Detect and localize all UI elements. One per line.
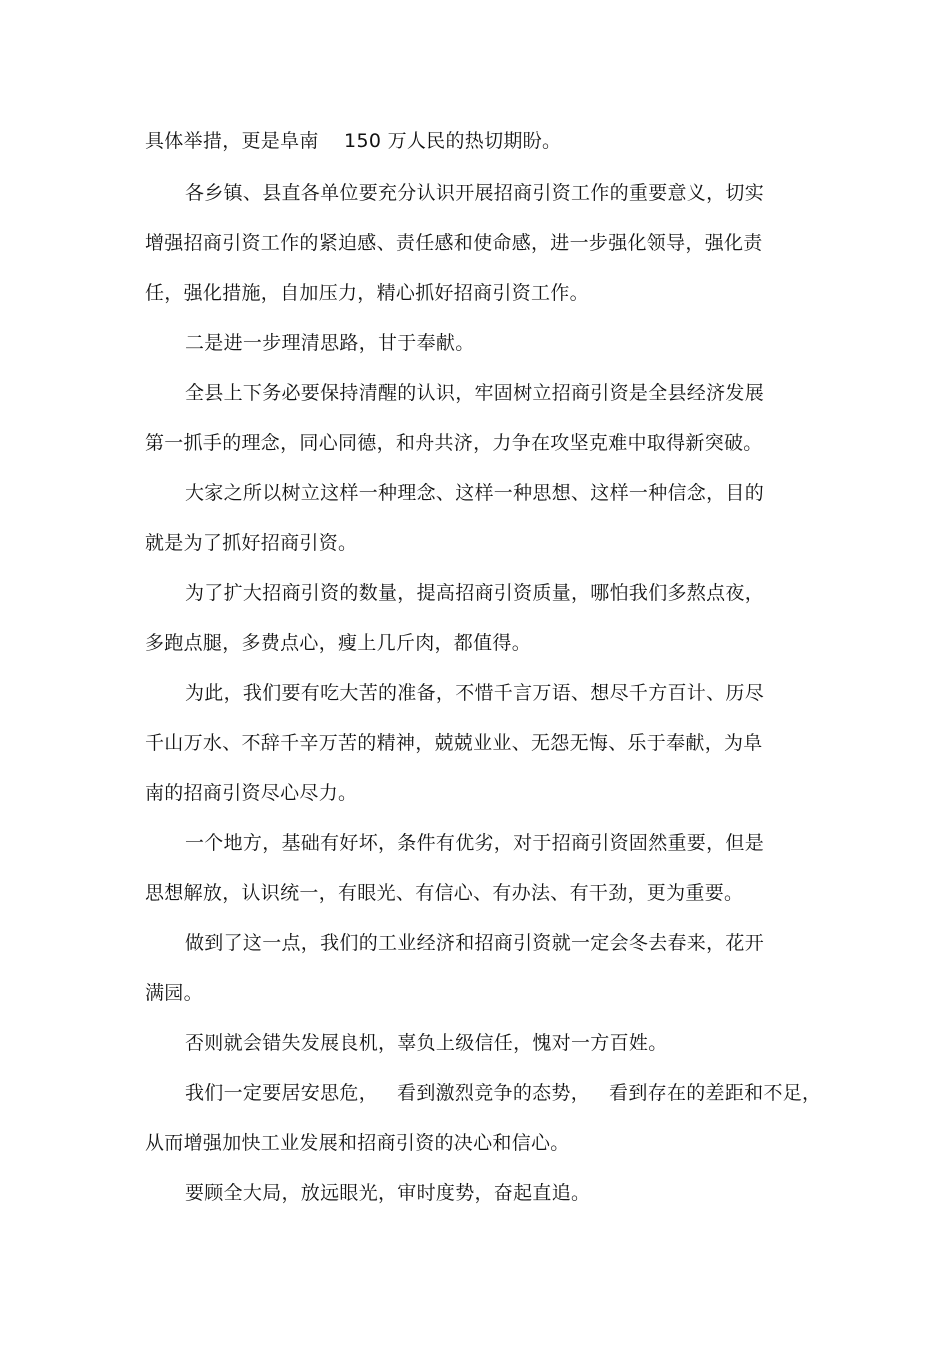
paragraph-line: 做到了这一点，我们的工业经济和招商引资就一定会冬去春来，花开 <box>185 932 765 954</box>
text-line: 南的招商引资尽心尽力。 <box>145 782 358 804</box>
text-line: 具体举措，更是阜南 150 万人民的热切期盼。 <box>145 130 562 152</box>
text-line: 满园。 <box>145 982 203 1004</box>
text-line: 从而增强加快工业发展和招商引资的决心和信心。 <box>145 1132 570 1154</box>
text-line: 思想解放，认识统一，有眼光、有信心、有办法、有干劲，更为重要。 <box>145 882 744 904</box>
paragraph-line: 全县上下务必要保持清醒的认识，牢固树立招商引资是全县经济发展 <box>185 382 765 404</box>
text-line: 多跑点腿，多费点心，瘦上几斤肉，都值得。 <box>145 632 532 654</box>
text-line: 第一抓手的理念，同心同德，和舟共济，力争在攻坚克难中取得新突破。 <box>145 432 763 454</box>
paragraph-line: 大家之所以树立这样一种理念、这样一种思想、这样一种信念，目的 <box>185 482 765 504</box>
text-line: 千山万水、不辞千辛万苦的精神，兢兢业业、无怨无悔、乐于奉献，为阜 <box>145 732 763 754</box>
paragraph-line: 一个地方，基础有好坏，条件有优劣，对于招商引资固然重要，但是 <box>185 832 765 854</box>
paragraph-line: 要顾全大局，放远眼光，审时度势，奋起直追。 <box>185 1182 591 1204</box>
paragraph-line: 为此，我们要有吃大苦的准备，不惜千言万语、想尽千方百计、历尽 <box>185 682 765 704</box>
text-line: 任，强化措施，自加压力，精心抓好招商引资工作。 <box>145 282 589 304</box>
text-line: 增强招商引资工作的紧迫感、责任感和使命感，进一步强化领导，强化责 <box>145 232 763 254</box>
paragraph-line: 各乡镇、县直各单位要充分认识开展招商引资工作的重要意义，切实 <box>185 182 765 204</box>
paragraph-line: 我们一定要居安思危， 看到激烈竞争的态势， 看到存在的差距和不足， <box>185 1082 822 1104</box>
paragraph-line: 否则就会错失发展良机，辜负上级信任，愧对一方百姓。 <box>185 1032 668 1054</box>
text-line: 就是为了抓好招商引资。 <box>145 532 358 554</box>
paragraph-line: 为了扩大招商引资的数量，提高招商引资质量，哪怕我们多熬点夜， <box>185 582 765 604</box>
section-heading: 二是进一步理清思路，甘于奉献。 <box>185 332 475 354</box>
